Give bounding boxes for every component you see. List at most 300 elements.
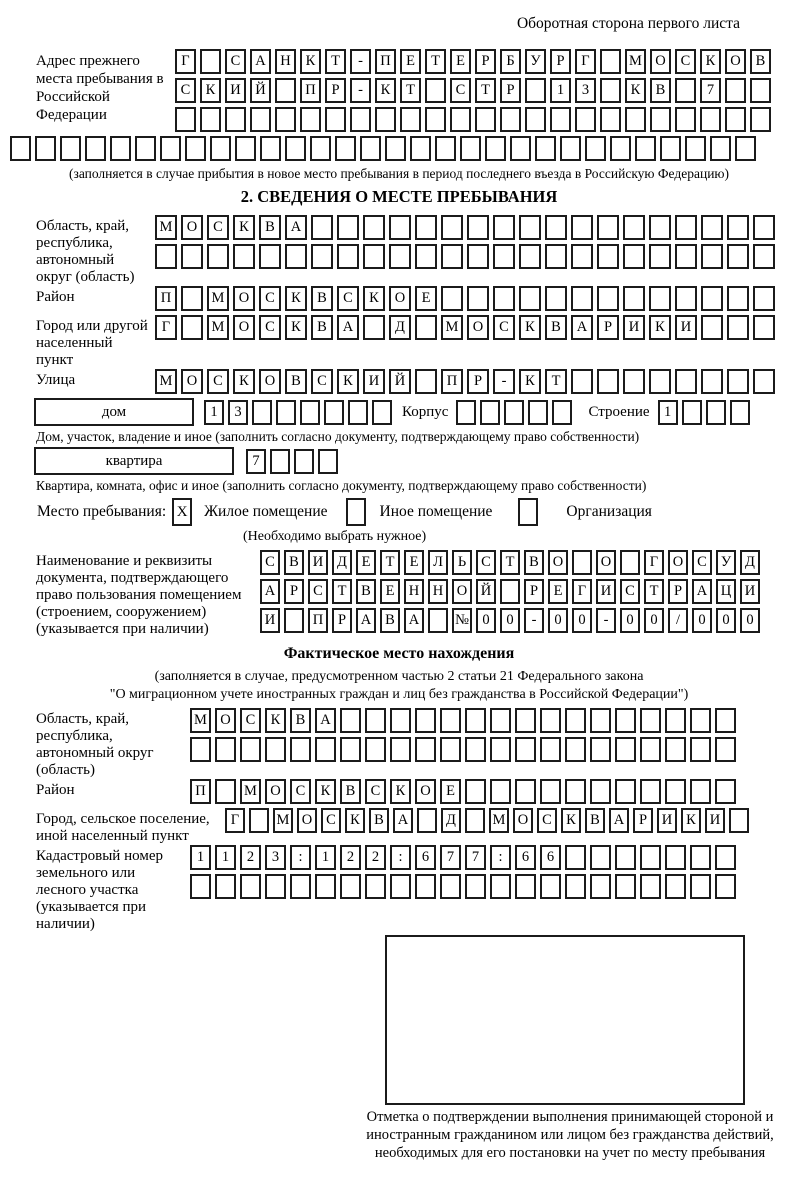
char-cell: В bbox=[311, 286, 333, 311]
char-cell bbox=[690, 779, 711, 804]
char-cell: В bbox=[750, 49, 771, 74]
char-cell bbox=[610, 136, 631, 161]
char-cell bbox=[665, 874, 686, 899]
char-cell: В bbox=[585, 808, 605, 833]
char-cell: Р bbox=[332, 608, 352, 633]
char-cell: 3 bbox=[265, 845, 286, 870]
char-cell: Л bbox=[428, 550, 448, 575]
char-cell bbox=[385, 136, 406, 161]
char-cell: Р bbox=[500, 78, 521, 103]
apartment-row bbox=[34, 447, 800, 475]
char-cell: Г bbox=[225, 808, 245, 833]
char-cell bbox=[540, 874, 561, 899]
char-cell: 0 bbox=[716, 608, 736, 633]
cadastral-row-2 bbox=[190, 874, 740, 899]
char-cell: 6 bbox=[415, 845, 436, 870]
char-cell: М bbox=[441, 315, 463, 340]
char-cell: И bbox=[260, 608, 280, 633]
previous-address-row-4 bbox=[10, 136, 800, 161]
char-cell bbox=[727, 369, 749, 394]
region-row-1 bbox=[155, 215, 779, 240]
char-cell bbox=[250, 107, 271, 132]
choose-hint: (Необходимо выбрать нужное) bbox=[243, 529, 427, 544]
char-cell bbox=[290, 874, 311, 899]
char-cell: К bbox=[700, 49, 721, 74]
house-box: дом bbox=[34, 398, 194, 426]
char-cell: 7 bbox=[700, 78, 721, 103]
char-cell: 0 bbox=[500, 608, 520, 633]
char-cell bbox=[215, 737, 236, 762]
char-cell bbox=[650, 107, 671, 132]
char-cell: 3 bbox=[228, 400, 248, 425]
actual-location-caption-line1: (заполняется в случае, предусмотренном частью 2 статьи 21 Федерального закона bbox=[154, 669, 644, 684]
char-cell bbox=[690, 874, 711, 899]
char-cell: Д bbox=[332, 550, 352, 575]
field-document bbox=[10, 550, 800, 638]
char-cell bbox=[493, 286, 515, 311]
char-cell bbox=[690, 845, 711, 870]
char-cell bbox=[675, 215, 697, 240]
char-cell bbox=[294, 449, 314, 474]
char-cell bbox=[389, 244, 411, 269]
char-cell: О bbox=[415, 779, 436, 804]
field-district bbox=[10, 286, 800, 315]
apartment-number-cells bbox=[246, 449, 342, 474]
char-cell bbox=[493, 215, 515, 240]
char-cell bbox=[259, 244, 281, 269]
char-cell: Т bbox=[325, 49, 346, 74]
char-cell bbox=[155, 244, 177, 269]
char-cell: К bbox=[200, 78, 221, 103]
char-cell bbox=[440, 737, 461, 762]
char-cell bbox=[276, 400, 296, 425]
char-cell bbox=[725, 107, 746, 132]
char-cell: 7 bbox=[465, 845, 486, 870]
char-cell: О bbox=[215, 708, 236, 733]
char-cell: К bbox=[345, 808, 365, 833]
char-cell: С bbox=[620, 579, 640, 604]
char-cell: В bbox=[369, 808, 389, 833]
char-cell bbox=[35, 136, 56, 161]
char-cell: : bbox=[390, 845, 411, 870]
char-cell bbox=[590, 874, 611, 899]
char-cell: 1 bbox=[658, 400, 678, 425]
char-cell: Р bbox=[597, 315, 619, 340]
char-cell bbox=[375, 107, 396, 132]
char-cell: С bbox=[207, 369, 229, 394]
char-cell bbox=[649, 215, 671, 240]
field-previous-address bbox=[10, 49, 800, 136]
char-cell bbox=[571, 369, 593, 394]
char-cell: В bbox=[380, 608, 400, 633]
char-cell: В bbox=[340, 779, 361, 804]
char-cell: Д bbox=[441, 808, 461, 833]
char-cell bbox=[415, 874, 436, 899]
char-cell: А bbox=[609, 808, 629, 833]
char-cell bbox=[290, 737, 311, 762]
char-cell bbox=[465, 779, 486, 804]
char-cell: О bbox=[725, 49, 746, 74]
char-cell bbox=[415, 708, 436, 733]
char-cell bbox=[440, 708, 461, 733]
char-cell: 1 bbox=[315, 845, 336, 870]
char-cell bbox=[597, 286, 619, 311]
char-cell bbox=[623, 244, 645, 269]
char-cell bbox=[545, 215, 567, 240]
stamp-box bbox=[385, 935, 745, 1105]
char-cell: С bbox=[311, 369, 333, 394]
char-cell bbox=[440, 874, 461, 899]
char-cell bbox=[597, 244, 619, 269]
char-cell: У bbox=[525, 49, 546, 74]
char-cell bbox=[441, 286, 463, 311]
char-cell bbox=[690, 708, 711, 733]
city-label: Город или другой населенный пункт bbox=[36, 318, 148, 368]
char-cell bbox=[525, 78, 546, 103]
char-cell bbox=[750, 78, 771, 103]
section2-title: 2. СВЕДЕНИЯ О МЕСТЕ ПРЕБЫВАНИЯ bbox=[240, 187, 558, 206]
char-cell: Г bbox=[644, 550, 664, 575]
previous-address-caption: (заполняется в случае прибытия в новое место пребывания в период последнего въезда в Российскую Федерацию) bbox=[68, 166, 730, 181]
char-cell bbox=[540, 708, 561, 733]
house-caption: Дом, участок, владение и иное (заполнить согласно документу, подтверждающему право собственности) bbox=[36, 429, 640, 444]
char-cell: 0 bbox=[476, 608, 496, 633]
char-cell bbox=[565, 874, 586, 899]
cadastral-label: Кадастровый номер земельного или лесного участка (указывается при наличии) bbox=[36, 848, 163, 932]
char-cell bbox=[467, 244, 489, 269]
field-actual-city bbox=[10, 808, 800, 845]
char-cell bbox=[640, 845, 661, 870]
char-cell bbox=[701, 286, 723, 311]
char-cell bbox=[450, 107, 471, 132]
char-cell bbox=[465, 808, 485, 833]
char-cell: О bbox=[596, 550, 616, 575]
char-cell: И bbox=[675, 315, 697, 340]
char-cell bbox=[597, 369, 619, 394]
char-cell bbox=[365, 874, 386, 899]
char-cell: Е bbox=[380, 579, 400, 604]
char-cell: И bbox=[225, 78, 246, 103]
char-cell: 6 bbox=[515, 845, 536, 870]
char-cell bbox=[415, 737, 436, 762]
char-cell bbox=[390, 737, 411, 762]
char-cell: М bbox=[273, 808, 293, 833]
char-cell bbox=[545, 244, 567, 269]
char-cell: О bbox=[467, 315, 489, 340]
char-cell bbox=[372, 400, 392, 425]
char-cell: Т bbox=[475, 78, 496, 103]
char-cell bbox=[725, 78, 746, 103]
char-cell: О bbox=[668, 550, 688, 575]
char-cell: С bbox=[308, 579, 328, 604]
char-cell bbox=[528, 400, 548, 425]
char-cell: 0 bbox=[620, 608, 640, 633]
char-cell bbox=[465, 708, 486, 733]
char-cell bbox=[275, 107, 296, 132]
document-label: Наименование и реквизиты документа, подтверждающего право пользования помещением (строением, сооружением) (указывается при наличии) bbox=[36, 553, 242, 637]
char-cell bbox=[233, 244, 255, 269]
document-row-1 bbox=[260, 550, 764, 575]
char-cell: А bbox=[250, 49, 271, 74]
char-cell: К bbox=[519, 315, 541, 340]
region-label: Область, край, республика, автономный округ (область) bbox=[36, 218, 135, 285]
char-cell bbox=[363, 315, 385, 340]
char-cell bbox=[425, 107, 446, 132]
char-cell bbox=[665, 708, 686, 733]
actual-district-row bbox=[190, 779, 740, 804]
char-cell bbox=[640, 779, 661, 804]
char-cell bbox=[620, 550, 640, 575]
char-cell: С bbox=[675, 49, 696, 74]
char-cell bbox=[252, 400, 272, 425]
char-cell bbox=[360, 136, 381, 161]
char-cell: Й bbox=[476, 579, 496, 604]
char-cell: / bbox=[668, 608, 688, 633]
char-cell bbox=[110, 136, 131, 161]
char-cell bbox=[597, 215, 619, 240]
char-cell bbox=[300, 400, 320, 425]
char-cell: М bbox=[190, 708, 211, 733]
char-cell: С bbox=[259, 286, 281, 311]
char-cell bbox=[490, 874, 511, 899]
char-cell bbox=[535, 136, 556, 161]
region-row-2 bbox=[155, 244, 779, 269]
char-cell: С bbox=[450, 78, 471, 103]
char-cell: В bbox=[650, 78, 671, 103]
char-cell bbox=[310, 136, 331, 161]
char-cell: О bbox=[259, 369, 281, 394]
char-cell bbox=[715, 845, 736, 870]
char-cell bbox=[727, 286, 749, 311]
previous-address-label: Адрес прежнего места пребывания в Российской Федерации bbox=[36, 53, 164, 123]
char-cell bbox=[600, 78, 621, 103]
char-cell: Й bbox=[250, 78, 271, 103]
char-cell: И bbox=[657, 808, 677, 833]
char-cell bbox=[640, 708, 661, 733]
char-cell bbox=[565, 737, 586, 762]
char-cell bbox=[727, 215, 749, 240]
char-cell bbox=[715, 779, 736, 804]
char-cell bbox=[660, 136, 681, 161]
option-residential-label: Жилое помещение bbox=[204, 503, 328, 520]
actual-region-row-2 bbox=[190, 737, 740, 762]
char-cell: : bbox=[290, 845, 311, 870]
char-cell bbox=[585, 136, 606, 161]
char-cell: - bbox=[350, 49, 371, 74]
char-cell bbox=[571, 286, 593, 311]
previous-address-row-1 bbox=[175, 49, 775, 74]
char-cell: О bbox=[265, 779, 286, 804]
char-cell: С bbox=[537, 808, 557, 833]
char-cell bbox=[550, 107, 571, 132]
char-cell bbox=[519, 215, 541, 240]
char-cell bbox=[675, 78, 696, 103]
char-cell: К bbox=[363, 286, 385, 311]
field-actual-district bbox=[10, 779, 800, 808]
document-row-3 bbox=[260, 608, 764, 633]
char-cell: В bbox=[545, 315, 567, 340]
char-cell bbox=[485, 136, 506, 161]
char-cell: А bbox=[404, 608, 424, 633]
actual-region-row-1 bbox=[190, 708, 740, 733]
char-cell bbox=[225, 107, 246, 132]
char-cell: М bbox=[207, 315, 229, 340]
char-cell bbox=[665, 737, 686, 762]
char-cell: Е bbox=[400, 49, 421, 74]
char-cell bbox=[590, 845, 611, 870]
char-cell: У bbox=[716, 550, 736, 575]
char-cell bbox=[365, 737, 386, 762]
char-cell: С bbox=[259, 315, 281, 340]
char-cell: П bbox=[300, 78, 321, 103]
char-cell bbox=[600, 49, 621, 74]
char-cell bbox=[685, 136, 706, 161]
char-cell bbox=[410, 136, 431, 161]
char-cell bbox=[649, 369, 671, 394]
char-cell bbox=[350, 107, 371, 132]
char-cell: Т bbox=[332, 579, 352, 604]
char-cell bbox=[363, 215, 385, 240]
korpus-label: Корпус bbox=[402, 403, 449, 420]
char-cell bbox=[415, 215, 437, 240]
char-cell: Е bbox=[415, 286, 437, 311]
char-cell bbox=[753, 369, 775, 394]
char-cell bbox=[675, 244, 697, 269]
char-cell bbox=[565, 845, 586, 870]
char-cell: С bbox=[175, 78, 196, 103]
option-other-premises-label: Иное помещение bbox=[379, 503, 493, 520]
char-cell: П bbox=[308, 608, 328, 633]
char-cell: Р bbox=[633, 808, 653, 833]
char-cell: К bbox=[233, 215, 255, 240]
char-cell: М bbox=[625, 49, 646, 74]
document-row-2 bbox=[260, 579, 764, 604]
char-cell bbox=[480, 400, 500, 425]
char-cell: 1 bbox=[190, 845, 211, 870]
house-number-cells bbox=[204, 400, 396, 425]
char-cell: С bbox=[476, 550, 496, 575]
char-cell: А bbox=[260, 579, 280, 604]
char-cell bbox=[85, 136, 106, 161]
char-cell bbox=[465, 737, 486, 762]
char-cell bbox=[753, 286, 775, 311]
char-cell bbox=[456, 400, 476, 425]
checkbox-other-premises bbox=[346, 498, 366, 526]
char-cell bbox=[390, 708, 411, 733]
char-cell bbox=[415, 369, 437, 394]
char-cell: Г bbox=[572, 579, 592, 604]
char-cell bbox=[600, 107, 621, 132]
char-cell: 0 bbox=[692, 608, 712, 633]
char-cell: 2 bbox=[365, 845, 386, 870]
char-cell bbox=[701, 315, 723, 340]
char-cell: Г bbox=[175, 49, 196, 74]
char-cell bbox=[525, 107, 546, 132]
char-cell bbox=[324, 400, 344, 425]
char-cell: Б bbox=[500, 49, 521, 74]
char-cell: Е bbox=[548, 579, 568, 604]
char-cell: Г bbox=[155, 315, 177, 340]
char-cell: К bbox=[285, 315, 307, 340]
char-cell bbox=[571, 215, 593, 240]
char-cell bbox=[467, 215, 489, 240]
actual-city-row bbox=[225, 808, 753, 833]
char-cell bbox=[729, 808, 749, 833]
char-cell bbox=[665, 779, 686, 804]
char-cell bbox=[441, 244, 463, 269]
char-cell: 1 bbox=[550, 78, 571, 103]
char-cell: И bbox=[363, 369, 385, 394]
char-cell bbox=[727, 315, 749, 340]
char-cell: В bbox=[524, 550, 544, 575]
char-cell bbox=[425, 78, 446, 103]
char-cell bbox=[265, 737, 286, 762]
char-cell: О bbox=[181, 215, 203, 240]
char-cell: К bbox=[390, 779, 411, 804]
char-cell: И bbox=[740, 579, 760, 604]
char-cell bbox=[275, 78, 296, 103]
char-cell: Т bbox=[425, 49, 446, 74]
char-cell: М bbox=[155, 215, 177, 240]
char-cell bbox=[710, 136, 731, 161]
char-cell bbox=[640, 737, 661, 762]
char-cell bbox=[260, 136, 281, 161]
char-cell bbox=[415, 315, 437, 340]
street-label: Улица bbox=[36, 372, 76, 388]
char-cell bbox=[649, 286, 671, 311]
char-cell bbox=[325, 107, 346, 132]
char-cell bbox=[207, 244, 229, 269]
char-cell bbox=[649, 244, 671, 269]
apartment-box: квартира bbox=[34, 447, 234, 475]
char-cell: В bbox=[311, 315, 333, 340]
char-cell bbox=[700, 107, 721, 132]
char-cell bbox=[190, 874, 211, 899]
field-cadastral bbox=[10, 845, 800, 933]
char-cell: № bbox=[452, 608, 472, 633]
char-cell: 1 bbox=[204, 400, 224, 425]
char-cell bbox=[441, 215, 463, 240]
char-cell: С bbox=[321, 808, 341, 833]
char-cell: Р bbox=[284, 579, 304, 604]
header-note: Оборотная сторона первого листа bbox=[516, 15, 740, 32]
char-cell bbox=[519, 286, 541, 311]
char-cell: Е bbox=[356, 550, 376, 575]
char-cell: Р bbox=[467, 369, 489, 394]
char-cell: О bbox=[452, 579, 472, 604]
char-cell: В bbox=[290, 708, 311, 733]
char-cell: 2 bbox=[240, 845, 261, 870]
char-cell bbox=[475, 107, 496, 132]
char-cell: 1 bbox=[215, 845, 236, 870]
char-cell bbox=[285, 136, 306, 161]
char-cell: К bbox=[300, 49, 321, 74]
char-cell bbox=[315, 874, 336, 899]
char-cell bbox=[753, 244, 775, 269]
char-cell: К bbox=[265, 708, 286, 733]
place-type-row bbox=[37, 498, 800, 526]
char-cell: А bbox=[337, 315, 359, 340]
char-cell: К bbox=[625, 78, 646, 103]
char-cell bbox=[690, 737, 711, 762]
stroenie-cells bbox=[658, 400, 754, 425]
char-cell bbox=[285, 244, 307, 269]
char-cell bbox=[190, 737, 211, 762]
char-cell: Ь bbox=[452, 550, 472, 575]
char-cell: Е bbox=[450, 49, 471, 74]
char-cell: Н bbox=[428, 579, 448, 604]
char-cell: М bbox=[489, 808, 509, 833]
